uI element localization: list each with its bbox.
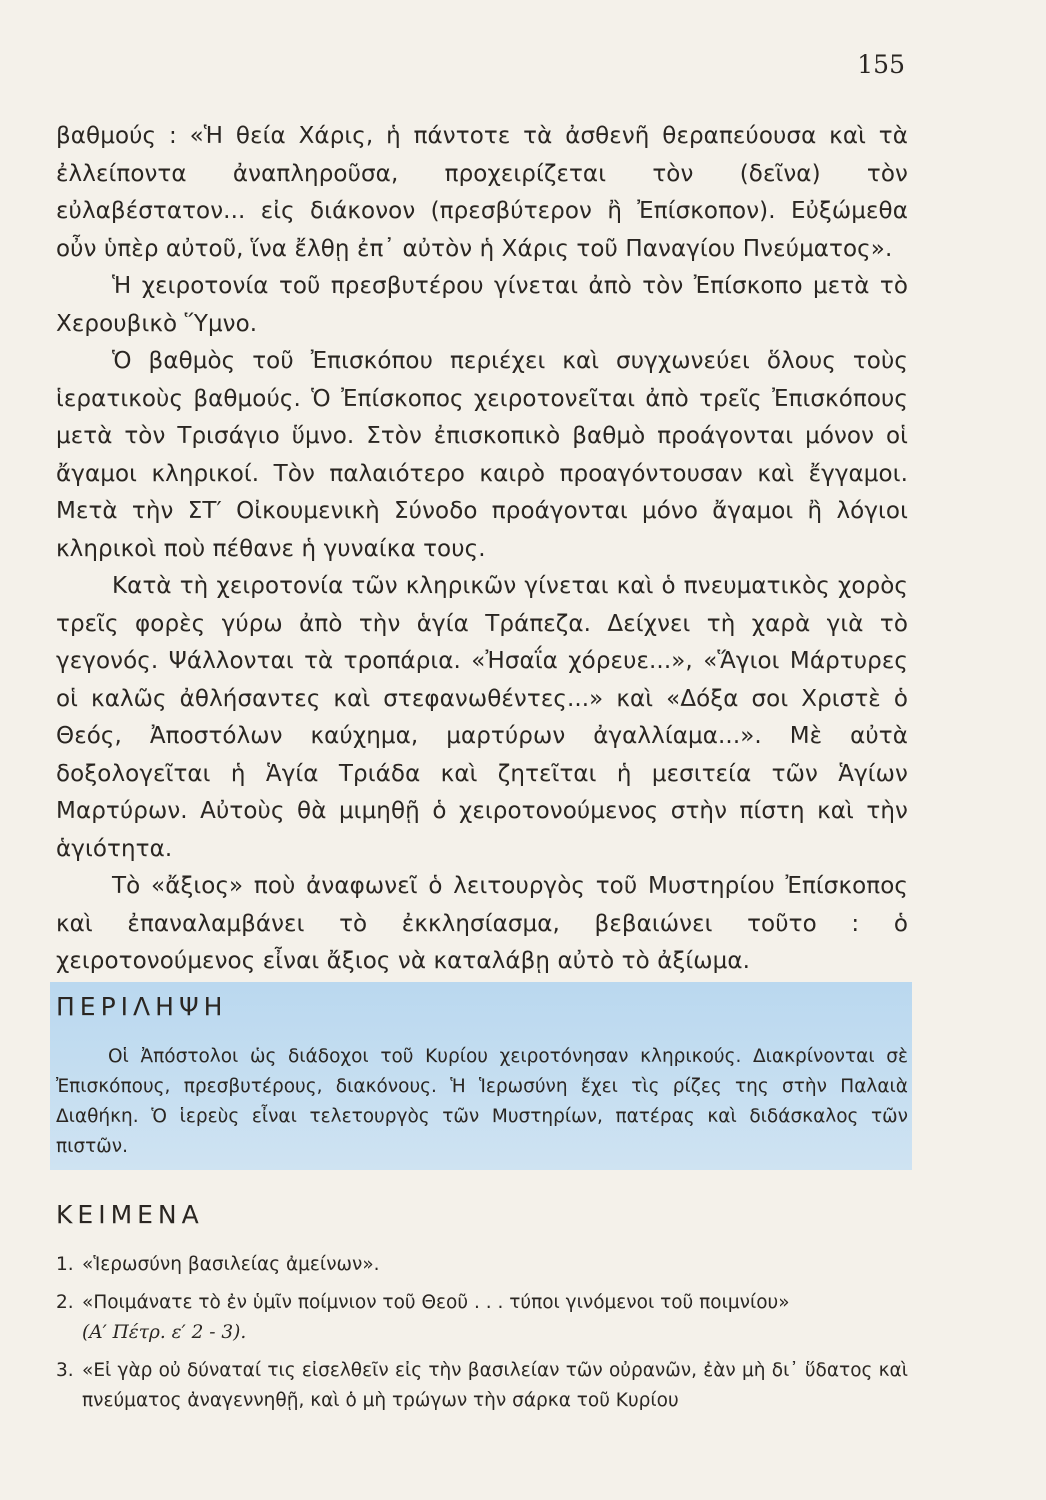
page-number: 155 xyxy=(857,50,905,79)
text-item-2 xyxy=(56,1288,908,1348)
text-item-number: 2. xyxy=(56,1292,74,1313)
summary-title: ΠΕΡΙΛΗΨΗ xyxy=(56,992,228,1021)
text-item-3 xyxy=(56,1356,908,1416)
paragraph-5: Τὸ «ἄξιος» ποὺ ἀναφωνεῖ ὁ λειτουργὸς τοῦ Μυστηρίου Ἐπίσκοπος καὶ ἐπαναλαμβάνει τὸ ἐκκλησίασμα, βεβαιώνει τοῦτο : ὁ χειροτονούμενος εἶναι ἄξιος νὰ καταλάβῃ αὐτὸ τὸ ἀξίωμα. xyxy=(56,873,908,974)
texts-list xyxy=(56,1250,908,1424)
text-item-number: 3. xyxy=(56,1360,74,1381)
summary-text: Οἱ Ἀπόστολοι ὡς διάδοχοι τοῦ Κυρίου χειροτόνησαν κληρικούς. Διακρίνονται σὲ Ἐπισκόπους, πρεσβυτέρους, διακόνους. Ἡ Ἱερωσύνη ἔχει τὶς ρίζες της στὴν Παλαιὰ Διαθήκη. Ὁ ἱερεὺς εἶναι τελετουργὸς τῶν Μυστηρίων, πατέρας καὶ διδάσκαλος τῶν πιστῶν. xyxy=(56,1046,908,1157)
text-item-number: 1. xyxy=(56,1254,74,1275)
text-item-quote: «Εἰ γὰρ οὐ δύναταί τις εἰσελθεῖν εἰς τὴν βασιλείαν τῶν οὐρανῶν, ἐὰν μὴ δι᾽ ὕδατος καὶ πνεύματος ἀναγεννηθῇ, καὶ ὁ μὴ τρώγων τὴν σάρκα τοῦ Κυρίου xyxy=(82,1360,908,1411)
paragraph-3: Ὁ βαθμὸς τοῦ Ἐπισκόπου περιέχει καὶ συγχωνεύει ὅλους τοὺς ἱερατικοὺς βαθμούς. Ὁ Ἐπίσκοπος χειροτονεῖται ἀπὸ τρεῖς Ἐπισκόπους μετὰ τὸν Τρισάγιο ὕμνο. Στὸν ἐπισκοπικὸ βαθμὸ προάγονται μόνον οἱ ἄγαμοι κληρικοί. Τὸν παλαιότερο καιρὸ προαγόντουσαν καὶ ἔγγαμοι. Μετὰ τὴν ΣΤ′ Οἰκουμενικὴ Σύνοδο προάγονται μόνο ἄγαμοι ἢ λόγιοι κληρικοὶ ποὺ πέθανε ἡ γυναίκα τους. xyxy=(56,348,908,562)
paragraph-2: Ἡ χειροτονία τοῦ πρεσβυτέρου γίνεται ἀπὸ τὸν Ἐπίσκοπο μετὰ τὸ Χερουβικὸ Ὕμνο. xyxy=(56,273,908,337)
texts-title: ΚΕΙΜΕΝΑ xyxy=(56,1200,204,1229)
text-item-quote: «Ἱερωσύνη βασιλείας ἀμείνων». xyxy=(82,1254,380,1275)
body-text xyxy=(56,118,908,981)
text-item-reference: (Α′ Πέτρ. ε′ 2 - 3). xyxy=(82,1322,247,1343)
text-item-1 xyxy=(56,1250,908,1280)
paragraph-1: βαθμούς : «Ἡ θεία Χάρις, ἡ πάντοτε τὰ ἀσθενῆ θεραπεύουσα καὶ τὰ ἐλλείποντα ἀναπληροῦσα, προχειρίζεται τὸν (δεῖνα) τὸν εὐλαβέστατον... εἰς διάκονον (πρεσβύτερον ἢ Ἐπίσκοπον). Εὐξώμεθα οὖν ὑπὲρ αὐτοῦ, ἵνα ἔλθῃ ἐπ᾽ αὐτὸν ἡ Χάρις τοῦ Παναγίου Πνεύματος». xyxy=(56,123,908,262)
text-item-quote: «Ποιμάνατε τὸ ἐν ὑμῖν ποίμνιον τοῦ Θεοῦ . . . τύποι γινόμενοι τοῦ ποιμνίου» xyxy=(82,1292,790,1313)
paragraph-4: Κατὰ τὴ χειροτονία τῶν κληρικῶν γίνεται καὶ ὁ πνευματικὸς χορὸς τρεῖς φορὲς γύρω ἀπὸ τὴν ἁγία Τράπεζα. Δείχνει τὴ χαρὰ γιὰ τὸ γεγονός. Ψάλλονται τὰ τροπάρια. «Ἠσαΐα χόρευε...», «Ἅγιοι Μάρτυρες οἱ καλῶς ἀθλήσαντες καὶ στεφανωθέντες...» καὶ «Δόξα σοι Χριστὲ ὁ Θεός, Ἀποστόλων καύχημα, μαρτύρων ἀγαλλίαμα...». Μὲ αὐτὰ δοξολογεῖται ἡ Ἁγία Τριάδα καὶ ζητεῖται ἡ μεσιτεία τῶν Ἁγίων Μαρτύρων. Αὐτοὺς θὰ μιμηθῇ ὁ χειροτονούμενος στὴν πίστη καὶ τὴν ἁγιότητα. xyxy=(56,573,908,862)
